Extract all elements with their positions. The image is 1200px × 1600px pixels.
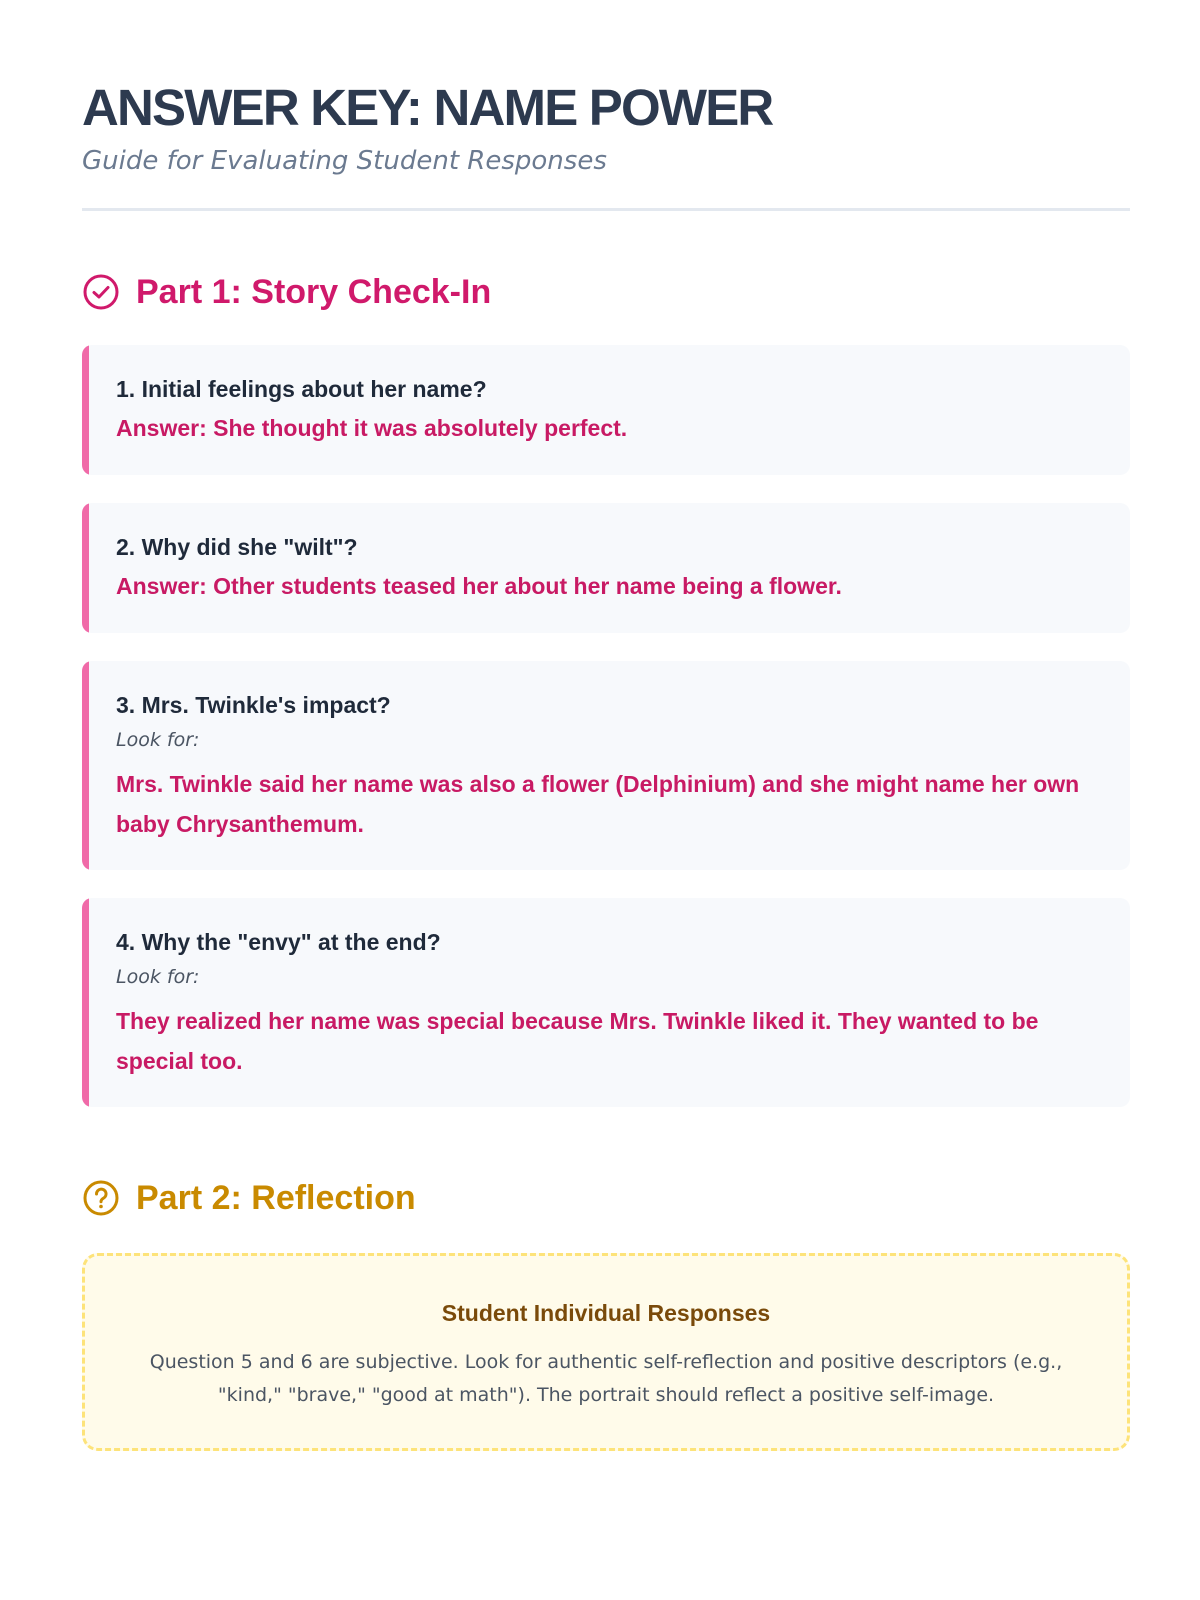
check-circle-icon: [82, 273, 120, 311]
question-card-2: [82, 503, 1130, 633]
answer-text: They realized her name was special because Mrs. Twinkle liked it. They wanted to be special too.: [116, 1008, 1039, 1074]
look-for-label: Look for:: [116, 729, 200, 751]
question-text: 3. Mrs. Twinkle's impact?: [116, 692, 391, 718]
part1-title: Part 1: Story Check-In: [136, 273, 492, 311]
question-text: 4. Why the "envy" at the end?: [116, 929, 441, 955]
page-subtitle: Guide for Evaluating Student Responses: [82, 146, 607, 176]
question-card-1: [82, 345, 1130, 475]
question-text: 1. Initial feelings about her name?: [116, 376, 487, 402]
answer-text: Mrs. Twinkle said her name was also a flower (Delphinium) and she might name her own baby Chrysanthemum.: [116, 771, 1080, 837]
answer-key-page: [82, 78, 1130, 1451]
question-circle-icon: [82, 1179, 120, 1217]
answer-text: Answer: Other students teased her about her name being a flower.: [116, 573, 842, 599]
part1-heading: [82, 269, 1130, 315]
card-accent-bar: [82, 503, 89, 633]
look-for-label: Look for:: [116, 966, 200, 988]
answer-text: Answer: She thought it was absolutely perfect.: [116, 415, 628, 441]
header-divider: [82, 208, 1130, 211]
part2-title: Part 2: Reflection: [136, 1179, 416, 1217]
reflection-title: Student Individual Responses: [441, 1300, 771, 1326]
reflection-body: Question 5 and 6 are subjective. Look for authentic self-reflection and positive descriptors (e.g., "kind," "brave," "good at math"). The portrait should reflect a positive self-image.: [149, 1351, 1063, 1406]
reflection-box: [82, 1253, 1130, 1451]
card-accent-bar: [82, 345, 89, 475]
question-card-3: [82, 661, 1130, 870]
part2-heading: [82, 1175, 1130, 1221]
card-accent-bar: [82, 661, 89, 870]
question-text: 2. Why did she "wilt"?: [116, 534, 358, 560]
page-title: ANSWER KEY: NAME POWER: [82, 79, 773, 136]
question-card-4: [82, 898, 1130, 1107]
card-accent-bar: [82, 898, 89, 1107]
